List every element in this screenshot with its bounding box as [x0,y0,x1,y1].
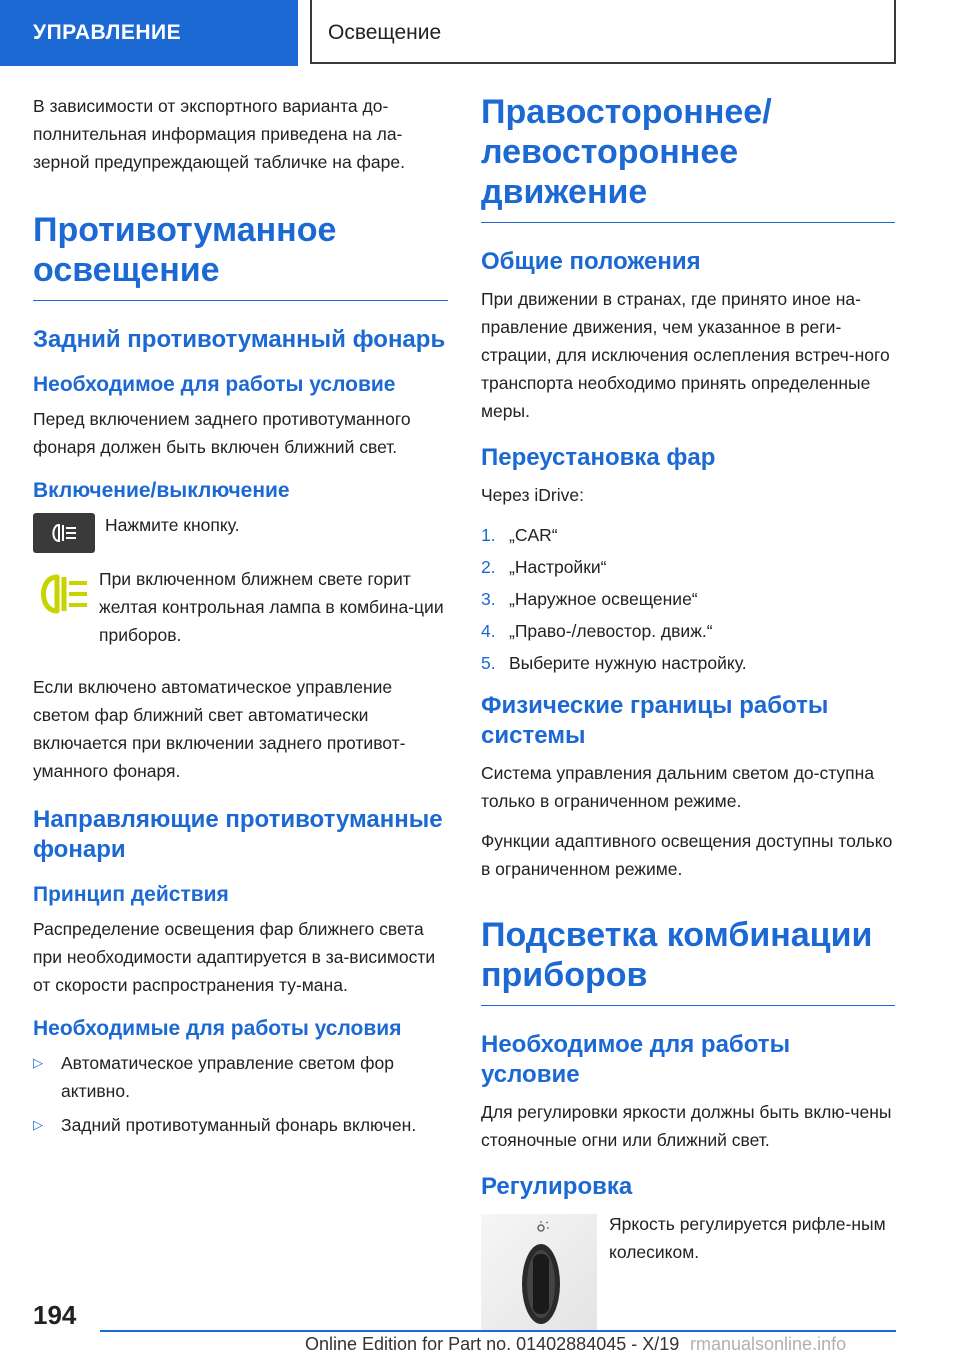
heading-instrument-backlight: Подсветка комбинации приборов [481,915,895,1006]
heading-requirements: Необходимые для работы условия [33,1017,402,1040]
limits-paragraph-2: Функции адаптивного освещения доступны только в ограниченном режиме. [481,831,893,879]
page-header [0,0,960,66]
heading-general: Общие положения [481,248,701,275]
list-item: 5. Выберите нужную настройку. [481,653,747,673]
list-item: 1. „CAR“ [481,525,558,545]
heading-condition: Необходимое для работы условие [481,1031,791,1088]
triangle-bullet-icon: ▷ [33,1117,43,1132]
list-item: 2. „Настройки“ [481,557,607,577]
rear-fog-button-icon [33,513,95,553]
page-number: 194 [33,1300,77,1330]
triangle-bullet-icon: ▷ [33,1055,43,1070]
press-button-row [33,511,448,553]
requirements-list [33,1049,448,1139]
heading-directional-fog: Направляющие противотуманные фонари [33,806,443,863]
general-paragraph: При движении в странах, где принято иное на-правление движения, чем указанное в реги-страции, для исключения ослепления встреч-ного транспорта необходимо принять определенные меры. [481,289,890,421]
condition-paragraph: Для регулировки яркости должны быть вклю-чены стояночные огни или ближний свет. [481,1102,892,1150]
right-column [481,92,895,1342]
auto-light-paragraph: Если включено автоматическое управление светом фар ближний свет автоматически включается при включении заднего противот-уманного фонаря. [33,677,406,781]
footer-divider [100,1330,896,1332]
adjust-text: Яркость регулируется рифле-ным колесиком. [609,1214,886,1262]
watermark: rmanualsonline.info [690,1334,847,1354]
indicator-text: При включенном ближнем свете горит желтая контрольная лампа в комбина-ции приборов. [99,569,444,645]
list-item: ▷ Задний противотуманный фонарь включен. [33,1111,448,1139]
indicator-row [33,565,448,661]
heading-traffic-side: Правостороннее/ левостороннее движение [481,92,895,223]
section-title: УПРАВЛЕНИЕ [0,0,298,66]
left-column [33,92,448,1145]
fog-indicator-lamp-icon [33,569,95,625]
list-item: ▷ Автоматическое управление светом фор активно. [33,1049,448,1105]
intro-paragraph: В зависимости от экспортного варианта до-полнительная информация приведена на ла-зерной предупреждающей табличке на фаре. [33,96,405,172]
heading-requirement: Необходимое для работы условие [33,373,396,396]
principle-paragraph: Распределение освещения фар ближнего света при необходимости адаптируется в за-висимости от скорости распространения ту-мана. [33,919,436,995]
steps-list [481,521,895,677]
adjust-row [481,1210,895,1330]
heading-on-off: Включение/выключение [33,479,290,502]
list-item: 3. „Наружное освещение“ [481,589,698,609]
heading-rear-fog-lamp: Задний противотуманный фонарь [33,326,446,353]
heading-adjust: Регулировка [481,1173,633,1200]
list-item: 4. „Право-/левостор. движ.“ [481,621,713,641]
dimmer-wheel-image [481,1214,597,1330]
heading-system-limits: Физические границы работы системы [481,692,829,749]
chapter-title: Освещение [310,0,896,64]
limits-paragraph-1: Система управления дальним светом до-ступна только в ограниченном режиме. [481,763,875,811]
press-button-text: Нажмите кнопку. [105,515,240,535]
edition-text: Online Edition for Part no. 01402884045 - X/19 [305,1334,680,1354]
heading-fog-lighting: Противотуманное освещение [33,210,448,301]
requirement-paragraph: Перед включением заднего противотуманного фонаря должен быть включен ближний свет. [33,409,411,457]
heading-principle: Принцип действия [33,883,229,906]
via-idrive-text: Через iDrive: [481,485,584,505]
heading-readjust: Переустановка фар [481,444,716,471]
